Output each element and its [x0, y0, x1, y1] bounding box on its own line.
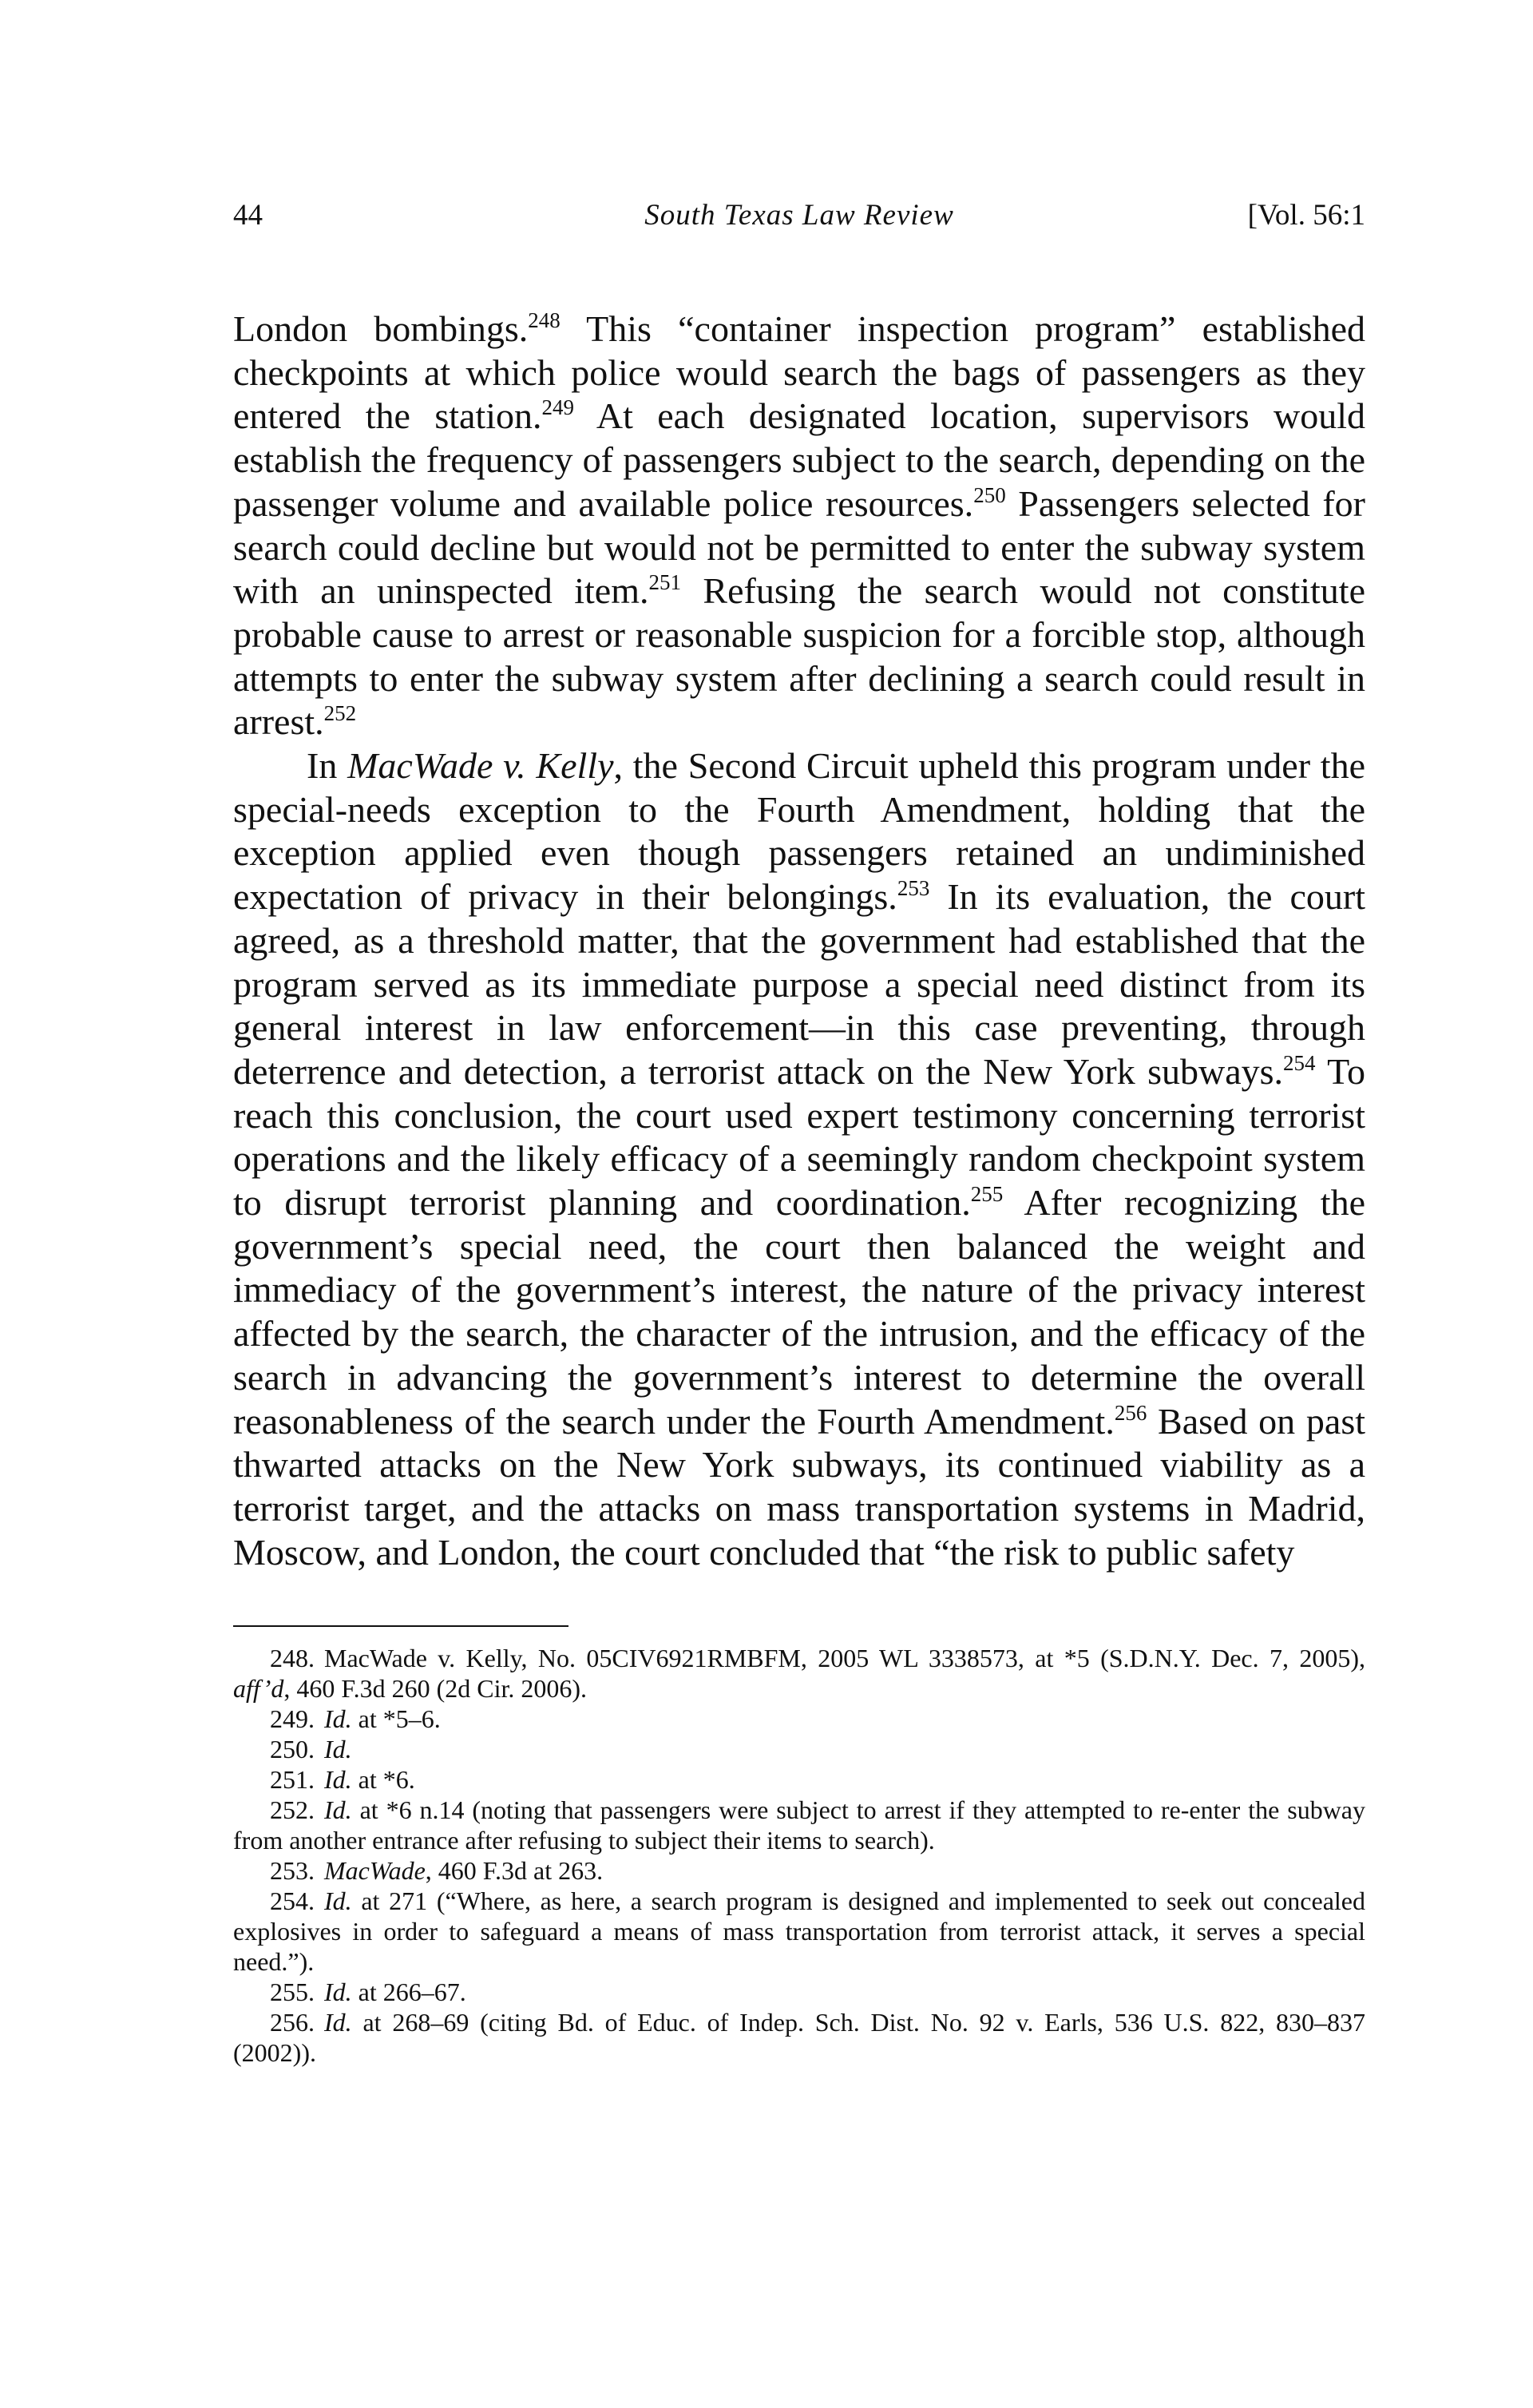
footnote-ref-250[interactable]: 250 — [973, 482, 1006, 507]
footnote-252 — [233, 1795, 1365, 1855]
page-number: 44 — [233, 199, 263, 232]
footnote-number: 253. — [270, 1856, 315, 1885]
text-run: After recognizing the government’s special need, the court then balanced the weight and immediacy of the government’s interest, the nature of the privacy interest affected by the search, the character of the intrusion, and the efficacy of the search in advancing the government’s interest to determine the overall reasonableness of the search under the Fourth Amendment. — [233, 1182, 1366, 1442]
journal-title: South Texas Law Review — [644, 199, 954, 232]
footnotes — [233, 1643, 1365, 2068]
footnote-italic: Id. — [324, 1704, 352, 1733]
footnote-number: 251. — [270, 1765, 315, 1794]
footnote-number: 254. — [270, 1886, 315, 1915]
footnote-text: MacWade v. Kelly, No. 05CIV6921RMBFM, 2005 WL 3338573, at *5 (S.D.N.Y. Dec. 7, 2005), — [324, 1644, 1365, 1672]
body-text — [233, 307, 1365, 1574]
footnote-text: at 268–69 (citing Bd. of Educ. of Indep. Sch. Dist. No. 92 v. Earls, 536 U.S. 822, 830–837 (2002)). — [233, 2008, 1365, 2067]
footnote-ref-253[interactable]: 253 — [897, 876, 930, 901]
footnote-250 — [233, 1734, 1365, 1764]
footnote-text: at *6 n.14 (noting that passengers were subject to arrest if they attempted to re-enter the subway from another entrance after refusing to subject their items to search). — [233, 1795, 1365, 1855]
footnote-italic: aff’d — [233, 1674, 284, 1703]
footnote-italic: Id. — [324, 1765, 352, 1794]
footnote-255 — [233, 1977, 1365, 2007]
text-run: Passengers selected for search could decline but would not be permitted to enter the subway system with an uninspected item. — [233, 482, 1365, 612]
running-header — [233, 192, 1365, 240]
footnote-number: 256. — [270, 2008, 315, 2037]
footnote-text: at *6. — [351, 1765, 415, 1794]
footnote-ref-256[interactable]: 256 — [1114, 1400, 1147, 1425]
footnote-number: 250. — [270, 1735, 315, 1763]
footnote-ref-249[interactable]: 249 — [541, 395, 574, 420]
footnote-number: 249. — [270, 1704, 315, 1733]
text-run: In its evaluation, the court agreed, as a threshold matter, that the government had established that the program served as its immediate purpose a special need distinct from its general interest in law enforcement—in this case preventing, through deterrence and detection, a terrorist attack on the New York subways. — [233, 876, 1365, 1092]
footnote-ref-248[interactable]: 248 — [528, 308, 561, 332]
footnote-248 — [233, 1643, 1365, 1704]
footnote-ref-254[interactable]: 254 — [1283, 1050, 1316, 1075]
footnote-253 — [233, 1855, 1365, 1886]
footnote-text: , 460 F.3d at 263. — [425, 1856, 604, 1885]
footnote-ref-251[interactable]: 251 — [648, 570, 681, 595]
footnote-italic: Id. — [324, 1978, 352, 2006]
footnote-italic: MacWade — [324, 1856, 426, 1885]
text-run: In — [307, 745, 348, 787]
footnote-256 — [233, 2007, 1365, 2068]
footnote-number: 248. — [270, 1644, 315, 1672]
paragraph-2 — [233, 744, 1365, 1574]
footnote-divider — [233, 1625, 568, 1627]
footnote-254 — [233, 1886, 1365, 1977]
footnote-251 — [233, 1764, 1365, 1795]
volume-label: [Vol. 56:1 — [1247, 199, 1365, 232]
footnote-italic: Id. — [324, 1795, 352, 1824]
text-run: Based on past thwarted attacks on the New York subways, its continued viability as a terrorist target, and the attacks on mass transportation systems in Madrid, Moscow, and London, the court concluded that “the risk to public safety — [233, 1400, 1365, 1573]
text-run: To reach this conclusion, the court used expert testimony concerning terrorist operations and the likely efficacy of a seemingly random checkpoint system to disrupt terrorist planning and coordination. — [233, 1050, 1365, 1224]
footnote-249 — [233, 1704, 1365, 1734]
footnote-italic: Id. — [324, 1886, 352, 1915]
footnote-italic: Id. — [324, 2008, 352, 2037]
footnote-ref-252[interactable]: 252 — [323, 701, 357, 726]
text-run: At each designated location, supervisors would establish the frequency of passengers subject to the search, depending on the passenger volume and available police resources. — [233, 395, 1365, 524]
footnote-italic: Id. — [324, 1735, 352, 1763]
text-run: This “container inspection program” established checkpoints at which police would search the bags of passengers as they entered the station. — [233, 308, 1365, 437]
text-run: London bombings. — [233, 308, 529, 349]
footnote-text: , 460 F.3d 260 (2d Cir. 2006). — [283, 1674, 588, 1703]
footnote-ref-255[interactable]: 255 — [970, 1182, 1004, 1207]
footnote-text: at 271 (“Where, as here, a search program is designed and implemented to seek out concealed explosives in order to safeguard a means of mass transportation from terrorist attack, it serves a special need.”). — [233, 1886, 1365, 1976]
paragraph-1 — [233, 307, 1365, 744]
footnote-number: 255. — [270, 1978, 315, 2006]
footnote-text: at 266–67. — [351, 1978, 466, 2006]
footnote-number: 252. — [270, 1795, 315, 1824]
text-run: , the Second Circuit upheld this program under the special-needs exception to the Fourth Amendment, holding that the exception applied even though passengers retained an undiminished expectation of privacy in their belongings. — [233, 745, 1366, 918]
text-run: Refusing the search would not constitute probable cause to arrest or reasonable suspicion for a forcible stop, although attempts to enter the subway system after declining a search could result in arrest. — [233, 570, 1366, 743]
case-name: MacWade v. Kelly — [347, 745, 614, 787]
footnote-text: at *5–6. — [351, 1704, 441, 1733]
